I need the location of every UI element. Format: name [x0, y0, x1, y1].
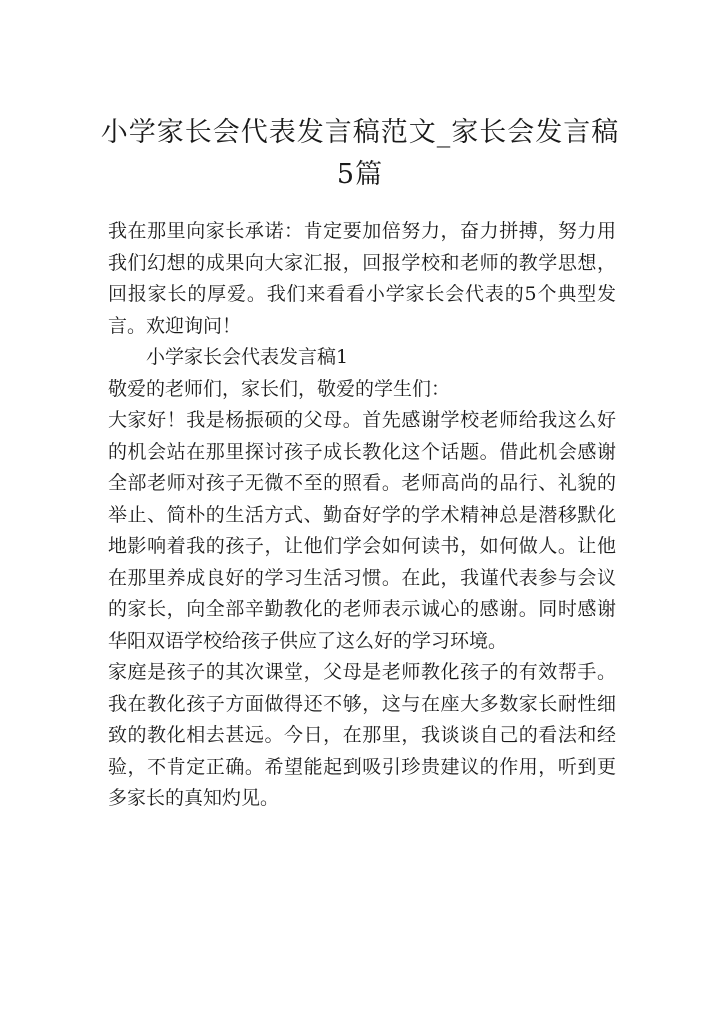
body-paragraph-2: 家庭是孩子的其次课堂，父母是老师教化孩子的有效帮手。我在教化孩子方面做得还不够，这与在座大多数家长耐性细致的教化相去甚远。今日，在那里，我谈谈自己的看法和经验，不肯定正确。希望能起到吸引珍贵建议的作用，听到更多家长的真知灼见。 — [108, 661, 616, 809]
greeting-line: 敬爱的老师们，家长们，敬爱的学生们： — [108, 377, 451, 400]
title-line-2: 5篇 — [336, 159, 384, 190]
title-line-1: 小学家长会代表发言稿范文_家长会发言稿 — [100, 117, 620, 148]
intro-paragraph: 我在那里向家长承诺：肯定要加倍努力，奋力拼搏，努力用我们幻想的成果向大家汇报，回报学校和老师的教学思想，回报家长的厚爱。我们来看看小学家长会代表的5个典型发言。欢迎询问！ — [108, 220, 616, 337]
document-body — [108, 216, 616, 815]
section-heading: 小学家长会代表发言稿1 — [146, 346, 349, 368]
body-paragraph-1: 大家好！我是杨振硕的父母。首先感谢学校老师给我这么好的机会站在那里探讨孩子成长教化这个话题。借此机会感谢全部老师对孩子无微不至的照看。老师高尚的品行、礼貌的举止、简朴的生活方式、勤奋好学的学术精神总是潜移默化地影响着我的孩子，让他们学会如何读书，如何做人。让他在那里养成良好的学习生活习惯。在此，我谨代表参与会议的家长，向全部辛勤教化的老师表示诚心的感谢。同时感谢华阳双语学校给孩子供应了这么好的学习环境。 — [108, 409, 616, 652]
document-title — [100, 112, 620, 196]
